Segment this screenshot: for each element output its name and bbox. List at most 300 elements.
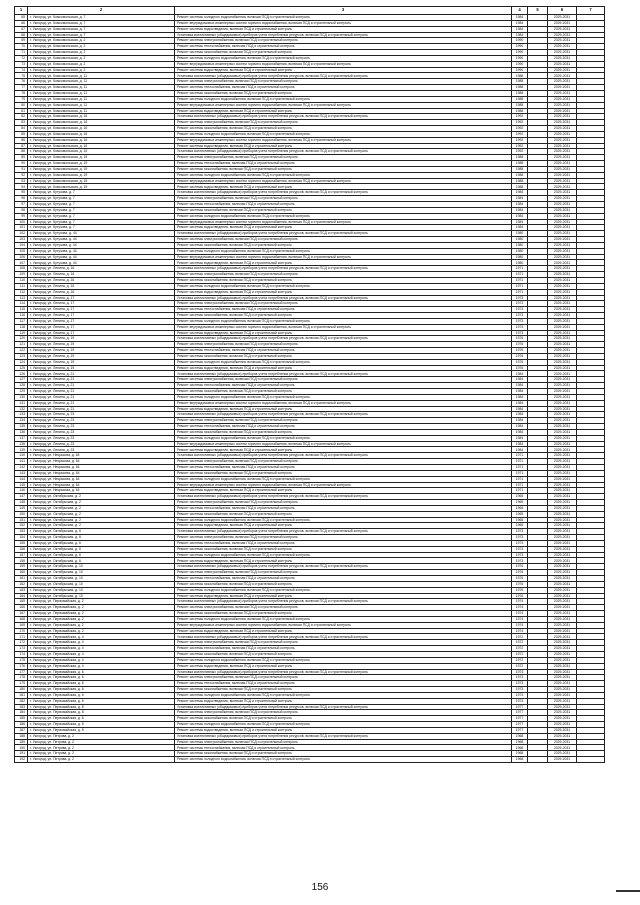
table-cell: 2029-2031 — [548, 248, 577, 254]
table-cell: г. Ужгород, ул. Ленина, д. 23 — [28, 441, 175, 447]
table-cell: г. Ужгород, ул. Некрасова, д. 64 — [28, 459, 175, 465]
table-cell: 2029-2031 — [548, 277, 577, 283]
table-cell: 1971 — [512, 272, 528, 278]
table-cell: 2029-2031 — [548, 511, 577, 517]
table-cell: 2029-2031 — [548, 307, 577, 313]
page-number: 156 — [311, 882, 329, 893]
table-cell: Ремонт системы газоснабжения, включая ПСД и строительный контроль — [175, 429, 512, 435]
table-cell: 174 — [15, 651, 28, 657]
table-cell: 69 — [15, 38, 28, 44]
table-cell: 165 — [15, 599, 28, 605]
table-cell: 1976 — [512, 342, 528, 348]
table-cell: 179 — [15, 681, 28, 687]
table-cell: 2029-2031 — [548, 640, 577, 646]
table-cell: 1974 — [512, 605, 528, 611]
table-cell: г. Ужгород, ул. Комсомольская, д. 7 — [28, 32, 175, 38]
table-cell: 121 — [15, 342, 28, 348]
table-cell: г. Ужгород, ул. Октябрьская, д. 2 — [28, 523, 175, 529]
table-cell: 182 — [15, 698, 28, 704]
table-cell: Установка коллективных (общедомовых) приборов учета потребления ресурсов, включая ПСД и строительный контроль — [175, 704, 512, 710]
table-cell: 1965 — [512, 505, 528, 511]
table-cell: 115 — [15, 307, 28, 313]
table-cell: Ремонт системы теплоснабжения, включая ПСД и строительный контроль — [175, 576, 512, 582]
table-cell: 1988 — [512, 108, 528, 114]
table-cell: 2029-2031 — [548, 722, 577, 728]
table-cell: 2029-2031 — [548, 225, 577, 231]
table-cell: 1980 — [512, 242, 528, 248]
table-cell: 1988 — [512, 85, 528, 91]
table-cell: 1984 — [512, 32, 528, 38]
table-cell: г. Ужгород, ул. Некрасова, д. 64 — [28, 453, 175, 459]
table-cell: 1988 — [512, 166, 528, 172]
table-cell: 2029-2031 — [548, 301, 577, 307]
table-cell: Ремонт системы холодного водоснабжения, включая ПСД и строительный контроль — [175, 248, 512, 254]
table-cell: Ремонт системы газоснабжения, включая ПСД и строительный контроль — [175, 716, 512, 722]
table-cell: 152 — [15, 523, 28, 529]
table-cell: 1984 — [512, 400, 528, 406]
table-cell: Ремонт внутридомовых инженерных систем горячего водоснабжения, включая ПСД и строительный контроль — [175, 254, 512, 260]
table-cell: г. Ужгород, ул. Ленина, д. 21 — [28, 389, 175, 395]
table-cell: 2029-2031 — [548, 38, 577, 44]
table-cell: 106 — [15, 254, 28, 260]
table-cell: 146 — [15, 488, 28, 494]
table-cell: г. Ужгород, ул. Кутузова, д. 7 — [28, 190, 175, 196]
table-cell: г. Ужгород, ул. Ленина, д. 17 — [28, 301, 175, 307]
table-cell: 173 — [15, 646, 28, 652]
table-cell: 1977 — [512, 722, 528, 728]
table-cell: г. Ужгород, ул. Октябрьская, д. 6 — [28, 552, 175, 558]
table-cell: 2029-2031 — [548, 727, 577, 733]
table-cell: 1965 — [512, 517, 528, 523]
table-cell: г. Ужгород, ул. Ленина, д. 17 — [28, 307, 175, 313]
table-cell: 2029-2031 — [548, 207, 577, 213]
table-cell: Ремонт системы электроснабжения, включая ПСД и строительный контроль — [175, 342, 512, 348]
table-cell: 1992 — [512, 114, 528, 120]
table-cell: Ремонт системы холодного водоснабжения, включая ПСД и строительный контроль — [175, 657, 512, 663]
table-cell: г. Ужгород, ул. Комсомольская, д. 2 — [28, 44, 175, 50]
table-cell: 2029-2031 — [548, 669, 577, 675]
table-cell: 2029-2031 — [548, 581, 577, 587]
table-cell: 1973 — [512, 324, 528, 330]
table-cell: Установка коллективных (общедомовых) приборов учета потребления ресурсов, включая ПСД и строительный контроль — [175, 634, 512, 640]
column-header: 4 — [512, 7, 528, 15]
table-cell: 1976 — [512, 365, 528, 371]
table-cell — [528, 757, 548, 763]
table-cell: 2029-2031 — [548, 698, 577, 704]
table-cell: Ремонт системы водоотведения, включая ПСД и строительный контроль — [175, 365, 512, 371]
table-cell: г. Ужгород, ул. Некрасова, д. 64 — [28, 464, 175, 470]
table-cell: 99 — [15, 213, 28, 219]
table-cell: 2029-2031 — [548, 441, 577, 447]
table-cell: 124 — [15, 359, 28, 365]
table-cell: Ремонт системы газоснабжения, включая ПСД и строительный контроль — [175, 353, 512, 359]
table-cell: 128 — [15, 383, 28, 389]
table-cell: Ремонт системы электроснабжения, включая ПСД и строительный контроль — [175, 500, 512, 506]
table-cell: 86 — [15, 137, 28, 143]
table-cell: 2029-2031 — [548, 459, 577, 465]
table-cell: 148 — [15, 500, 28, 506]
table-cell: 2029-2031 — [548, 120, 577, 126]
table-cell: Ремонт системы электроснабжения, включая ПСД и строительный контроль — [175, 79, 512, 85]
table-cell: 138 — [15, 441, 28, 447]
table-cell: 2029-2031 — [548, 313, 577, 319]
table-cell: Ремонт системы водоотведения, включая ПСД и строительный контроль — [175, 447, 512, 453]
table-cell: Ремонт системы электроснабжения, включая ПСД и строительный контроль — [175, 710, 512, 716]
table-cell: г. Ужгород, ул. Первомайская, д. 8 — [28, 716, 175, 722]
table-cell: 2029-2031 — [548, 242, 577, 248]
table-cell: г. Ужгород, ул. Октябрьская, д. 6 — [28, 546, 175, 552]
table-cell: Ремонт внутридомовых инженерных систем горячего водоснабжения, включая ПСД и строительный контроль — [175, 400, 512, 406]
table-cell: 2029-2031 — [548, 739, 577, 745]
table-cell: г. Ужгород, ул. Октябрьская, д. 6 — [28, 529, 175, 535]
table-cell: 2029-2031 — [548, 260, 577, 266]
table-cell: 117 — [15, 318, 28, 324]
table-cell: 1971 — [512, 453, 528, 459]
table-cell: 1968 — [512, 733, 528, 739]
table-cell: Ремонт системы газоснабжения, включая ПСД и строительный контроль — [175, 651, 512, 657]
table-cell: Ремонт системы электроснабжения, включая ПСД и строительный контроль — [175, 38, 512, 44]
table-cell: 2029-2031 — [548, 108, 577, 114]
table-cell: 143 — [15, 470, 28, 476]
column-header: 7 — [577, 7, 605, 15]
table-cell: Ремонт системы холодного водоснабжения, включая ПСД и строительный контроль — [175, 692, 512, 698]
table-cell: 1971 — [512, 289, 528, 295]
table-cell: 2029-2031 — [548, 628, 577, 634]
table-cell: Ремонт системы теплоснабжения, включая ПСД и строительный контроль — [175, 202, 512, 208]
table-cell: 1988 — [512, 90, 528, 96]
table-cell: 1968 — [512, 745, 528, 751]
table-cell: 2029-2031 — [548, 418, 577, 424]
column-header: 1 — [15, 7, 28, 15]
table-cell: Ремонт системы газоснабжения, включая ПСД и строительный контроль — [175, 207, 512, 213]
table-cell: Ремонт системы холодного водоснабжения, включая ПСД и строительный контроль — [175, 172, 512, 178]
table-cell: 2029-2031 — [548, 751, 577, 757]
table-cell: Ремонт системы электроснабжения, включая ПСД и строительный контроль — [175, 418, 512, 424]
table-cell: 1971 — [512, 266, 528, 272]
table-cell: 172 — [15, 640, 28, 646]
table-cell: 176 — [15, 663, 28, 669]
table-cell: 1968 — [512, 751, 528, 757]
table-cell: 181 — [15, 692, 28, 698]
table-cell: Ремонт внутридомовых инженерных систем горячего водоснабжения, включая ПСД и строительный контроль — [175, 441, 512, 447]
table-cell: 1984 — [512, 418, 528, 424]
table-cell: 2029-2031 — [548, 429, 577, 435]
table-cell: 2029-2031 — [548, 611, 577, 617]
table-cell: 145 — [15, 482, 28, 488]
table-cell: Ремонт системы водоотведения, включая ПСД и строительный контроль — [175, 143, 512, 149]
table-cell: 1973 — [512, 669, 528, 675]
table-cell: 180 — [15, 687, 28, 693]
table-cell: 1992 — [512, 126, 528, 132]
table-cell: 2029-2031 — [548, 202, 577, 208]
table-cell: 1992 — [512, 143, 528, 149]
scan-artifact — [616, 890, 640, 892]
table-cell: Ремонт системы водоотведения, включая ПСД и строительный контроль — [175, 698, 512, 704]
table-cell: г. Ужгород, ул. Комсомольская, д. 16 — [28, 126, 175, 132]
table-cell: 170 — [15, 628, 28, 634]
table-cell: 1977 — [512, 727, 528, 733]
table-cell: 1972 — [512, 634, 528, 640]
table-cell: г. Ужгород, ул. Кутузова, д. 44 — [28, 242, 175, 248]
table-cell: 2029-2031 — [548, 616, 577, 622]
table-cell: 2029-2031 — [548, 675, 577, 681]
header-row — [15, 7, 605, 15]
table-cell: 183 — [15, 704, 28, 710]
table-cell: 134 — [15, 418, 28, 424]
table-cell: Ремонт внутридомовых инженерных систем горячего водоснабжения, включая ПСД и строительный контроль — [175, 20, 512, 26]
table-cell: 1992 — [512, 131, 528, 137]
table-cell: г. Ужгород, ул. Кутузова, д. 44 — [28, 254, 175, 260]
table-cell: Ремонт системы водоотведения, включая ПСД и строительный контроль — [175, 727, 512, 733]
table-cell: г. Ужгород, ул. Первомайская, д. 8 — [28, 704, 175, 710]
table-cell: 2029-2031 — [548, 406, 577, 412]
table-cell: г. Ужгород, ул. Октябрьская, д. 2 — [28, 511, 175, 517]
table-cell: Ремонт системы холодного водоснабжения, включая ПСД и строительный контроль — [175, 283, 512, 289]
table-cell: 2029-2031 — [548, 500, 577, 506]
table-cell: 113 — [15, 295, 28, 301]
table-cell: Ремонт системы водоотведения, включая ПСД и строительный контроль — [175, 488, 512, 494]
table-cell: г. Ужгород, ул. Первомайская, д. 4 — [28, 640, 175, 646]
table-cell: 1973 — [512, 687, 528, 693]
table-cell: 2029-2031 — [548, 377, 577, 383]
table-cell: Ремонт системы электроснабжения, включая ПСД и строительный контроль — [175, 120, 512, 126]
table-cell: 1973 — [512, 552, 528, 558]
table-cell: 1976 — [512, 348, 528, 354]
table-cell: Установка коллективных (общедомовых) приборов учета потребления ресурсов, включая ПСД и строительный контроль — [175, 73, 512, 79]
table-cell: 1984 — [512, 406, 528, 412]
table-cell: 80 — [15, 102, 28, 108]
table-cell: 163 — [15, 587, 28, 593]
table-cell: Ремонт системы газоснабжения, включая ПСД и строительный контроль — [175, 277, 512, 283]
table-cell: 1976 — [512, 581, 528, 587]
table-cell: Ремонт системы газоснабжения, включая ПСД и строительный контроль — [175, 511, 512, 517]
table-cell: 2029-2031 — [548, 371, 577, 377]
table-cell: 1984 — [512, 26, 528, 32]
table-cell: 151 — [15, 517, 28, 523]
table-cell: 1973 — [512, 295, 528, 301]
table-cell: г. Ужгород, ул. Октябрьская, д. 10 — [28, 587, 175, 593]
table-cell: 1974 — [512, 622, 528, 628]
table-cell: Установка коллективных (общедомовых) приборов учета потребления ресурсов, включая ПСД и строительный контроль — [175, 114, 512, 120]
table-cell: 72 — [15, 55, 28, 61]
table-cell: 98 — [15, 207, 28, 213]
table-cell: Установка коллективных (общедомовых) приборов учета потребления ресурсов, включая ПСД и строительный контроль — [175, 149, 512, 155]
table-cell: г. Ужгород, ул. Первомайская, д. 6 — [28, 675, 175, 681]
table-cell: г. Ужгород, ул. Ленина, д. 21 — [28, 406, 175, 412]
table-cell: Ремонт системы теплоснабжения, включая ПСД и строительный контроль — [175, 505, 512, 511]
table-cell: 1971 — [512, 283, 528, 289]
table-cell: г. Ужгород, ул. Комсомольская, д. 16 — [28, 114, 175, 120]
table-cell: 1973 — [512, 698, 528, 704]
table-cell: г. Ужгород, ул. Кутузова, д. 44 — [28, 260, 175, 266]
table-cell — [577, 757, 605, 763]
table-cell: г. Ужгород, ул. Первомайская, д. 4 — [28, 634, 175, 640]
table-cell: 111 — [15, 283, 28, 289]
table-cell: 1984 — [512, 20, 528, 26]
table-cell: 1973 — [512, 307, 528, 313]
table-cell: 2029-2031 — [548, 178, 577, 184]
table-cell: 1972 — [512, 657, 528, 663]
table-cell: 2029-2031 — [548, 254, 577, 260]
table-cell: 2029-2031 — [548, 365, 577, 371]
table-cell: г. Ужгород, ул. Кутузова, д. 7 — [28, 196, 175, 202]
table-cell: 1988 — [512, 172, 528, 178]
table-cell: г. Ужгород, ул. Комсомольская, д. 19 — [28, 155, 175, 161]
table-cell: г. Ужгород, ул. Комсомольская, д. 11 — [28, 90, 175, 96]
table-cell: Ремонт системы холодного водоснабжения, включая ПСД и строительный контроль — [175, 722, 512, 728]
table-cell: 1965 — [512, 523, 528, 529]
table-cell: 1976 — [512, 576, 528, 582]
table-cell: 175 — [15, 657, 28, 663]
table-cell: Ремонт системы электроснабжения, включая ПСД и строительный контроль — [175, 605, 512, 611]
table-cell: г. Ужгород, ул. Октябрьская, д. 10 — [28, 581, 175, 587]
table-cell: 1988 — [512, 102, 528, 108]
table-cell: 1974 — [512, 628, 528, 634]
table-cell: Установка коллективных (общедомовых) приборов учета потребления ресурсов, включая ПСД и строительный контроль — [175, 669, 512, 675]
table-cell: 90 — [15, 161, 28, 167]
table-cell: г. Ужгород, ул. Октябрьская, д. 10 — [28, 564, 175, 570]
table-cell: 2029-2031 — [548, 529, 577, 535]
table-cell: Ремонт системы холодного водоснабжения, включая ПСД и строительный контроль — [175, 213, 512, 219]
table-cell: г. Ужгород, ул. Ленина, д. 17 — [28, 313, 175, 319]
table-cell: Ремонт системы газоснабжения, включая ПСД и строительный контроль — [175, 242, 512, 248]
table-cell: 1973 — [512, 675, 528, 681]
table-cell: 100 — [15, 219, 28, 225]
table-cell: 1980 — [512, 237, 528, 243]
table-cell: г. Ужгород, ул. Первомайская, д. 4 — [28, 657, 175, 663]
table-cell: 1976 — [512, 570, 528, 576]
table-cell: 126 — [15, 371, 28, 377]
table-cell: г. Ужгород, ул. Петрова, д. 2 — [28, 739, 175, 745]
table-cell: 1984 — [512, 435, 528, 441]
table-cell: г. Ужгород, ул. Кутузова, д. 44 — [28, 248, 175, 254]
table-cell: г. Ужгород, ул. Некрасова, д. 64 — [28, 482, 175, 488]
table-cell: г. Ужгород, ул. Кутузова, д. 7 — [28, 202, 175, 208]
table-cell: 1971 — [512, 459, 528, 465]
table-cell: 87 — [15, 143, 28, 149]
table-cell: г. Ужгород, ул. Октябрьская, д. 10 — [28, 593, 175, 599]
table-cell: Установка коллективных (общедомовых) приборов учета потребления ресурсов, включая ПСД и строительный контроль — [175, 529, 512, 535]
table-cell: Ремонт внутридомовых инженерных систем горячего водоснабжения, включая ПСД и строительный контроль — [175, 324, 512, 330]
table-cell: г. Ужгород, ул. Комсомольская, д. 11 — [28, 85, 175, 91]
table-cell: 2029-2031 — [548, 61, 577, 67]
table-cell: 2029-2031 — [548, 646, 577, 652]
table-cell: г. Ужгород, ул. Комсомольская, д. 11 — [28, 102, 175, 108]
table-cell: 1972 — [512, 646, 528, 652]
table-cell: г. Ужгород, ул. Ленина, д. 19 — [28, 336, 175, 342]
table-cell: 147 — [15, 494, 28, 500]
table-cell: 96 — [15, 196, 28, 202]
table-cell: 1973 — [512, 313, 528, 319]
table-cell: Установка коллективных (общедомовых) приборов учета потребления ресурсов, включая ПСД и строительный контроль — [175, 494, 512, 500]
table-cell: г. Ужгород, ул. Ленина, д. 21 — [28, 383, 175, 389]
table-cell: 1992 — [512, 137, 528, 143]
table-cell: 2029-2031 — [548, 196, 577, 202]
table-cell: 2029-2031 — [548, 55, 577, 61]
table-cell: 2029-2031 — [548, 348, 577, 354]
table-cell: 2029-2031 — [548, 482, 577, 488]
table-cell: 1977 — [512, 710, 528, 716]
table-cell: 1973 — [512, 558, 528, 564]
table-cell: 1973 — [512, 681, 528, 687]
table-cell: 109 — [15, 272, 28, 278]
table-cell: г. Ужгород, ул. Ленина, д. 23 — [28, 412, 175, 418]
table-cell: г. Ужгород, ул. Октябрьская, д. 2 — [28, 500, 175, 506]
table-cell: г. Ужгород, ул. Октябрьская, д. 6 — [28, 540, 175, 546]
table-cell: Ремонт системы холодного водоснабжения, включая ПСД и строительный контроль — [175, 476, 512, 482]
table-cell: 2029-2031 — [548, 681, 577, 687]
table-cell: г. Ужгород, ул. Ленина, д. 17 — [28, 295, 175, 301]
table-cell: г. Ужгород, ул. Комсомольская, д. 19 — [28, 178, 175, 184]
table-cell: 2029-2031 — [548, 605, 577, 611]
table-cell: 71 — [15, 50, 28, 56]
table-cell: 2029-2031 — [548, 359, 577, 365]
table-cell: 125 — [15, 365, 28, 371]
table-cell: Ремонт внутридомовых инженерных систем горячего водоснабжения, включая ПСД и строительный контроль — [175, 61, 512, 67]
table-cell: г. Ужгород, ул. Комсомольская, д. 19 — [28, 149, 175, 155]
table-cell: 1984 — [512, 412, 528, 418]
table-cell: г. Ужгород, ул. Кутузова, д. 7 — [28, 219, 175, 225]
table-cell: 97 — [15, 202, 28, 208]
table-cell: Ремонт системы электроснабжения, включая ПСД и строительный контроль — [175, 675, 512, 681]
table-cell: 123 — [15, 353, 28, 359]
table-cell: г. Ужгород, ул. Комсомольская, д. 19 — [28, 161, 175, 167]
table-cell: Ремонт системы холодного водоснабжения, включая ПСД и строительный контроль — [175, 131, 512, 137]
table-cell: Установка коллективных (общедомовых) приборов учета потребления ресурсов, включая ПСД и строительный контроль — [175, 564, 512, 570]
table-cell: 167 — [15, 611, 28, 617]
table-cell: Ремонт внутридомовых инженерных систем горячего водоснабжения, включая ПСД и строительный контроль — [175, 102, 512, 108]
table-cell: 2029-2031 — [548, 90, 577, 96]
table-cell: г. Ужгород, ул. Ленина, д. 23 — [28, 447, 175, 453]
table-cell: Ремонт системы холодного водоснабжения, включая ПСД и строительный контроль — [175, 757, 512, 763]
table-cell: 156 — [15, 546, 28, 552]
table-cell: Ремонт системы теплоснабжения, включая ПСД и строительный контроль — [175, 464, 512, 470]
table-cell: Установка коллективных (общедомовых) приборов учета потребления ресурсов, включая ПСД и строительный контроль — [175, 190, 512, 196]
table-cell: 2029-2031 — [548, 745, 577, 751]
table-cell: 89 — [15, 155, 28, 161]
table-cell: Ремонт системы газоснабжения, включая ПСД и строительный контроль — [175, 50, 512, 56]
table-cell: 2029-2031 — [548, 219, 577, 225]
table-cell: 2029-2031 — [548, 505, 577, 511]
table-cell: 75 — [15, 73, 28, 79]
table-cell: 178 — [15, 675, 28, 681]
table-cell: Ремонт системы электроснабжения, включая ПСД и строительный контроль — [175, 535, 512, 541]
table-cell: Ремонт системы газоснабжения, включая ПСД и строительный контроль — [175, 90, 512, 96]
table-cell: 1988 — [512, 96, 528, 102]
table-cell: 2029-2031 — [548, 535, 577, 541]
table-cell: Установка коллективных (общедомовых) приборов учета потребления ресурсов, включая ПСД и строительный контроль — [175, 371, 512, 377]
table-cell: 140 — [15, 453, 28, 459]
table-cell: Ремонт системы электроснабжения, включая ПСД и строительный контроль — [175, 196, 512, 202]
table-cell: г. Ужгород, ул. Первомайская, д. 2 — [28, 622, 175, 628]
table-body — [15, 15, 605, 763]
table-cell: г. Ужгород, ул. Ленина, д. 19 — [28, 353, 175, 359]
table-cell: г. Ужгород, ул. Первомайская, д. 6 — [28, 669, 175, 675]
table-cell: 1984 — [512, 196, 528, 202]
table-cell: 73 — [15, 61, 28, 67]
table-cell: 2029-2031 — [548, 32, 577, 38]
table-cell: 120 — [15, 336, 28, 342]
table-cell: г. Ужгород, ул. Комсомольская, д. 19 — [28, 166, 175, 172]
table-cell: г. Ужгород, ул. Кутузова, д. 44 — [28, 237, 175, 243]
table-cell: Ремонт системы теплоснабжения, включая ПСД и строительный контроль — [175, 646, 512, 652]
table-cell: 1984 — [512, 213, 528, 219]
table-cell: г. Ужгород, ул. Октябрьская, д. 10 — [28, 570, 175, 576]
table-cell: 190 — [15, 745, 28, 751]
table-cell: 2029-2031 — [548, 336, 577, 342]
table-cell: Ремонт системы газоснабжения, включая ПСД и строительный контроль — [175, 389, 512, 395]
table-cell: Ремонт внутридомовых инженерных систем горячего водоснабжения, включая ПСД и строительный контроль — [175, 482, 512, 488]
